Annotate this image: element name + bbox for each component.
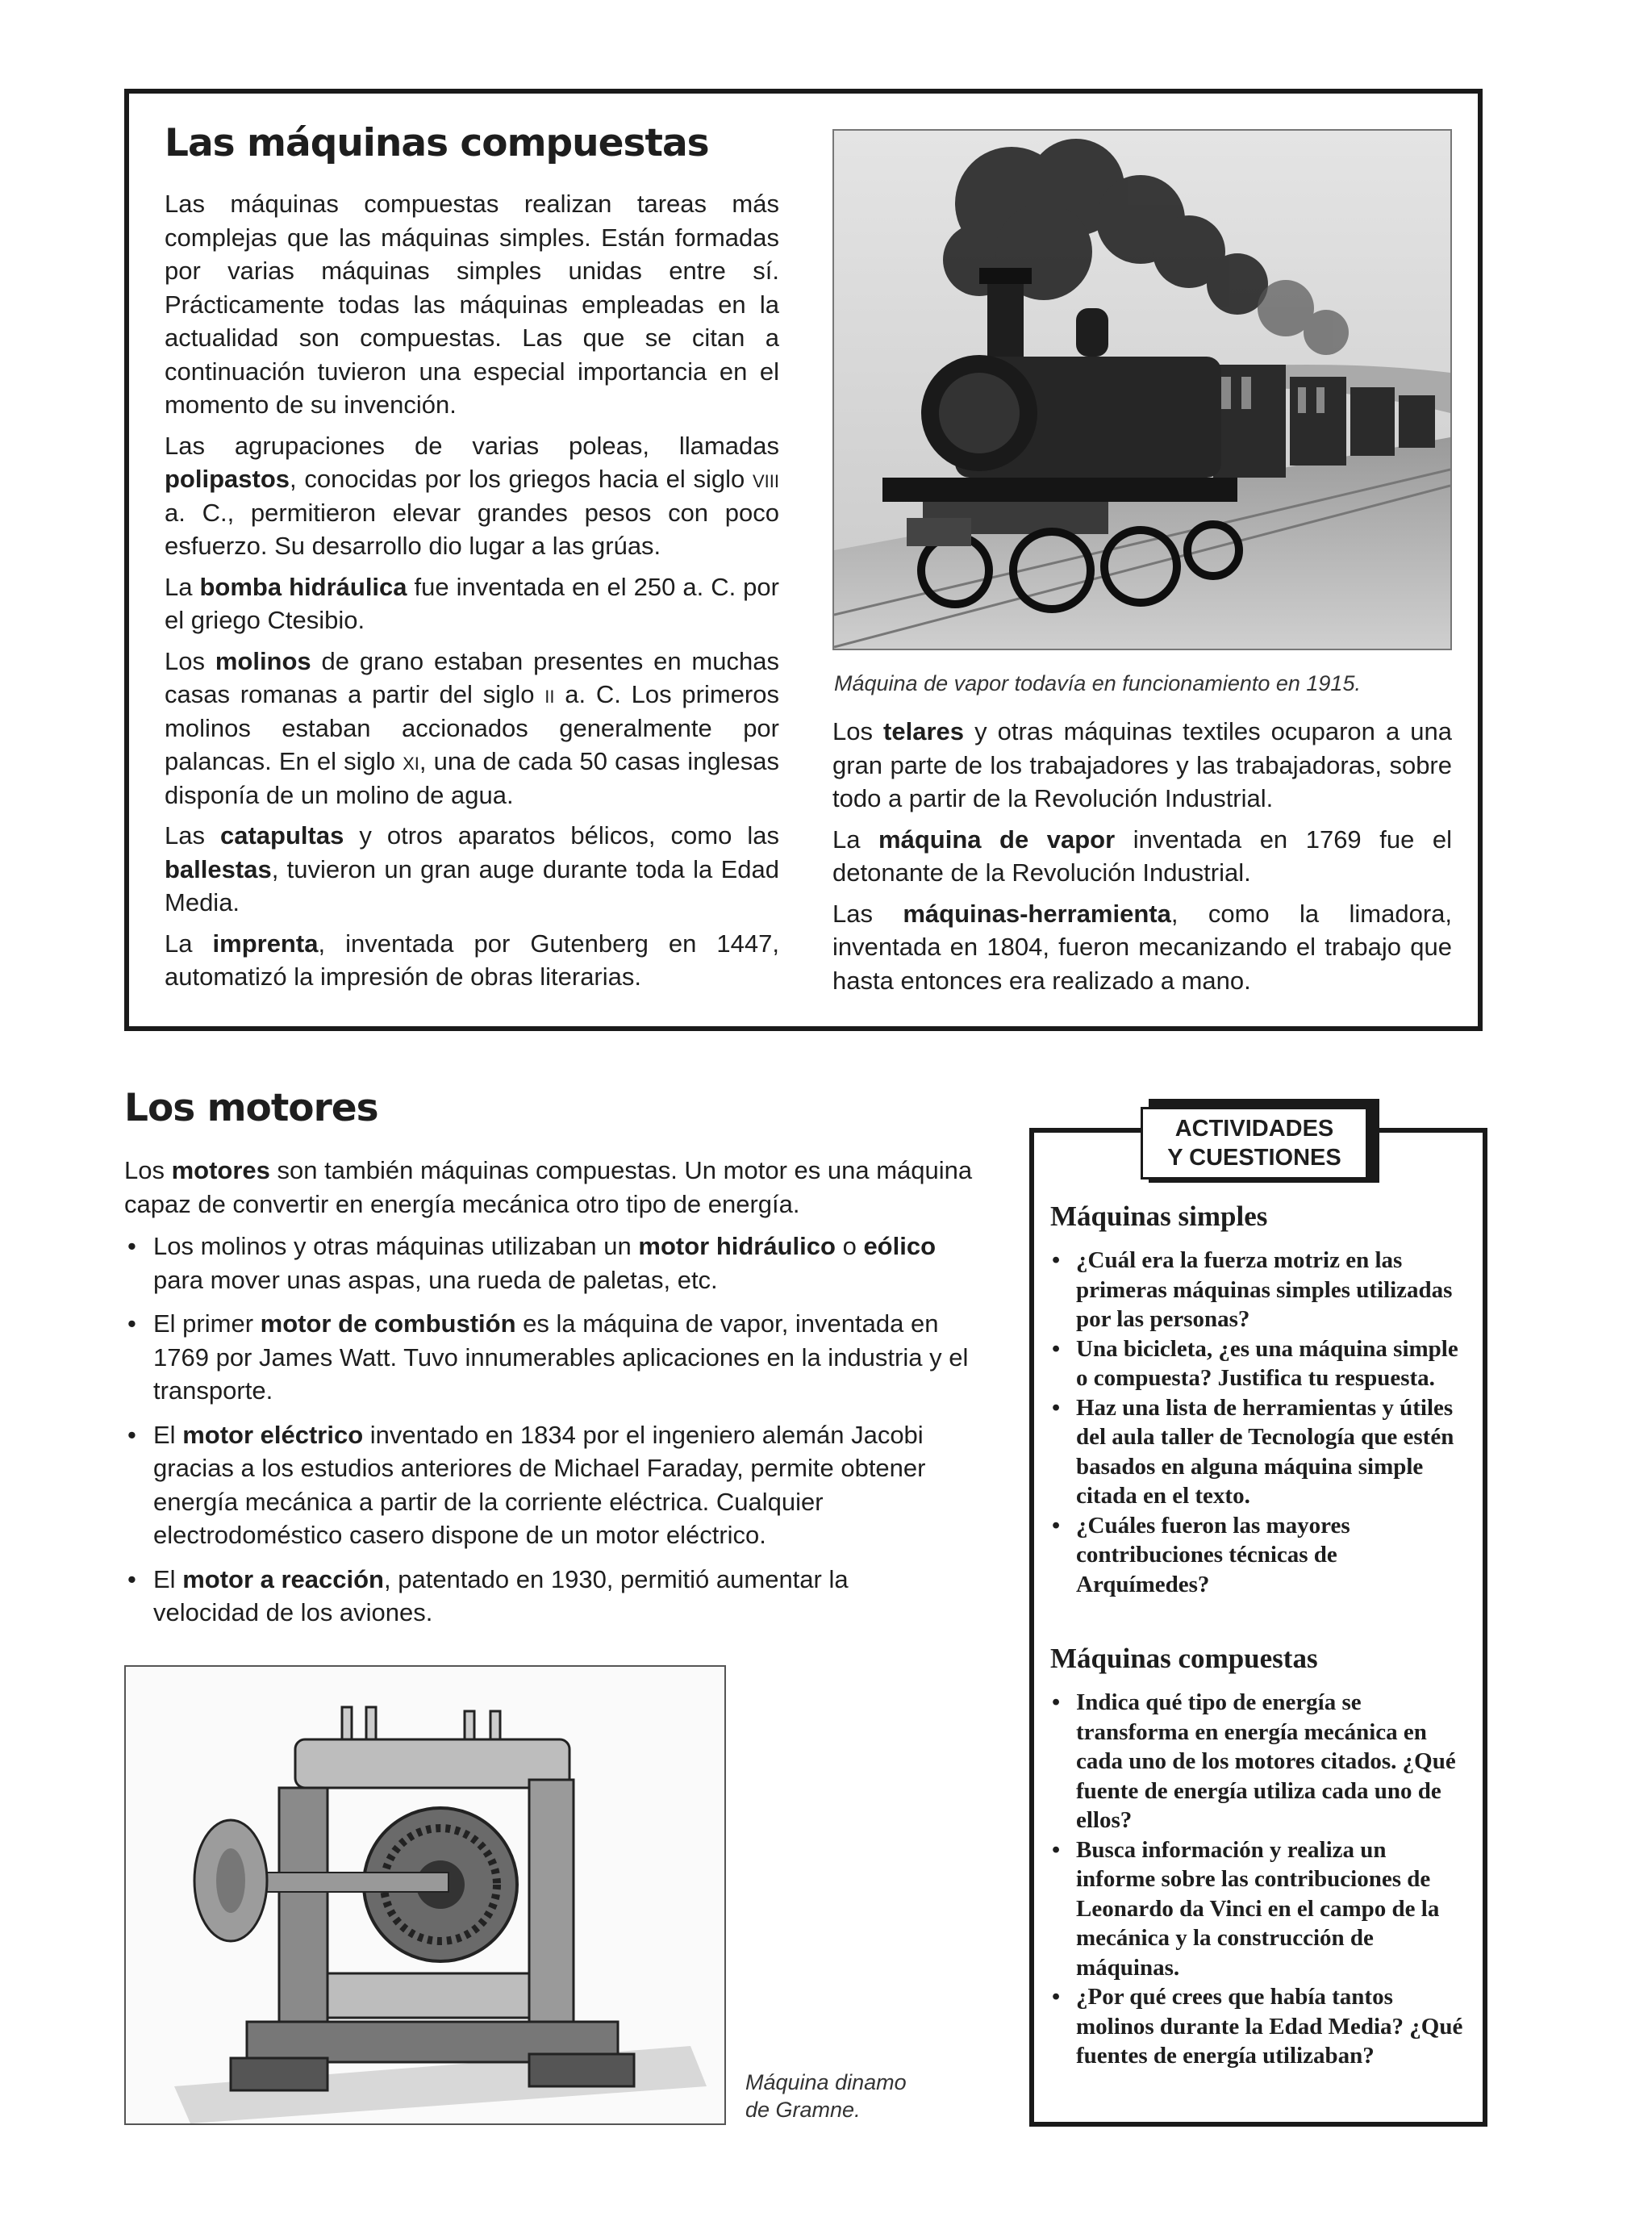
list-item-text: El primer motor de combustión es la máquina de vapor, inventada en 1769 por James Watt. Tuvo innumerables aplicaciones en la industria y el transporte. bbox=[153, 1309, 969, 1405]
bullet-icon: • bbox=[127, 1564, 136, 1593]
question-text: ¿Por qué crees que había tantos molinos durante la Edad Media? ¿Qué fuentes de energía utilizaban? bbox=[1076, 1984, 1463, 2069]
list-item bbox=[124, 1563, 903, 1630]
bullet-icon: • bbox=[1052, 1836, 1061, 1863]
tab-line: Y CUESTIONES bbox=[1167, 1145, 1341, 1171]
question-item bbox=[1050, 1511, 1470, 1600]
question-text: Indica qué tipo de energía se transforma en energía mecánica en cada uno de los motores citados. ¿Qué fuente de energía utiliza cada uno de ellos? bbox=[1076, 1689, 1456, 1833]
question-text: Busca información y realiza un informe sobre las contribuciones de Leonardo da Vinci en el campo de la mecánica y la construcción de máquinas. bbox=[1076, 1836, 1440, 1981]
question-text: Haz una lista de herramientas y útiles del aula taller de Tecnología que estén basados en alguna máquina simple citada en el texto. bbox=[1076, 1394, 1454, 1509]
activities-tab-label bbox=[1141, 1107, 1368, 1180]
bullet-icon: • bbox=[127, 1420, 136, 1449]
compound-machines-right-column bbox=[832, 715, 1452, 1004]
section-title-compound-machines: Las máquinas compuestas bbox=[165, 121, 709, 165]
bullet-icon: • bbox=[1052, 1394, 1061, 1421]
bullet-icon: • bbox=[1052, 1984, 1061, 2010]
paragraph: Las agrupaciones de varias poleas, llamadas polipastos, conocidas por los griegos hacia el siglo viii a. C., permitieron elevar grandes pesos con poco esfuerzo. Su desarrollo dio lugar a las grúas. bbox=[165, 431, 779, 560]
bullet-icon: • bbox=[127, 1309, 136, 1338]
paragraph: Los molinos de grano estaban presentes en muchas casas romanas a partir del siglo ii a. C. Los primeros molinos estaban accionados generalmente por palancas. En el siglo xi, una de cada 50 casas inglesas disponía de un molino de agua. bbox=[165, 646, 779, 809]
paragraph: Las máquinas-herramienta, como la limadora, inventada en 1804, fueron mecanizando el trabajo que hasta entonces era realizado a mano. bbox=[832, 899, 1452, 995]
question-item bbox=[1050, 1835, 1470, 1983]
activities-heading-simple-machines: Máquinas simples bbox=[1050, 1200, 1268, 1232]
paragraph: Los telares y otras máquinas textiles ocuparon a una gran parte de los trabajadores y las trabajadoras, sobre todo a partir de la Revolución Industrial. bbox=[832, 717, 1452, 812]
list-item-text: El motor eléctrico inventado en 1834 por el ingeniero alemán Jacobi gracias a los estudios anteriores de Michael Faraday, permite obtener energía mecánica a partir de la corriente eléctrica. Cualquier electrodoméstico casero dispone de un motor eléctrico. bbox=[153, 1420, 926, 1549]
section-title-motors: Los motores bbox=[124, 1086, 378, 1130]
bullet-icon: • bbox=[1052, 1689, 1061, 1715]
activities-heading-compound-machines: Máquinas compuestas bbox=[1050, 1643, 1318, 1674]
paragraph: La máquina de vapor inventada en 1769 fue el detonante de la Revolución Industrial. bbox=[832, 825, 1452, 887]
question-item bbox=[1050, 1246, 1470, 1334]
bullet-icon: • bbox=[1052, 1512, 1061, 1539]
bullet-icon: • bbox=[1052, 1247, 1061, 1273]
motors-list bbox=[124, 1230, 979, 1640]
list-item bbox=[124, 1230, 979, 1296]
question-item bbox=[1050, 1982, 1470, 2071]
list-item bbox=[124, 1307, 979, 1408]
activities-list-simple bbox=[1050, 1246, 1470, 1599]
question-item bbox=[1050, 1393, 1470, 1511]
question-text: ¿Cuáles fueron las mayores contribuciones técnicas de Arquímedes? bbox=[1076, 1512, 1350, 1597]
bullet-icon: • bbox=[1052, 1335, 1061, 1362]
paragraph: La bomba hidráulica fue inventada en el 250 a. C. por el griego Ctesibio. bbox=[165, 572, 779, 634]
question-text: Una bicicleta, ¿es una máquina simple o compuesta? Justifica tu respuesta. bbox=[1076, 1335, 1458, 1391]
photo-caption-steam-locomotive: Máquina de vapor todavía en funcionamiento en 1915. bbox=[834, 671, 1361, 695]
paragraph: Las catapultas y otros aparatos bélicos, como las ballestas, tuvieron un gran auge durante toda la Edad Media. bbox=[165, 821, 779, 916]
compound-machines-left-column bbox=[165, 187, 779, 1001]
photo-caption-dynamo bbox=[745, 2069, 907, 2123]
question-item bbox=[1050, 1334, 1470, 1393]
question-text: ¿Cuál era la fuerza motriz en las primeras máquinas simples utilizadas por las personas? bbox=[1076, 1247, 1453, 1332]
bullet-icon: • bbox=[127, 1232, 136, 1260]
paragraph: Las máquinas compuestas realizan tareas más complejas que las máquinas simples. Están formadas por varias máquinas simples unidas entre sí. Prácticamente todas las máquinas empleadas en la actualidad son compuestas. Las que se citan a continuación tuvieron una especial importancia en el momento de su invención. bbox=[165, 190, 779, 419]
question-item bbox=[1050, 1688, 1470, 1835]
activities-list-compound bbox=[1050, 1688, 1470, 2071]
motors-intro-paragraph: Los motores son también máquinas compuestas. Un motor es una máquina capaz de convertir en energía mecánica otro tipo de energía. bbox=[124, 1156, 973, 1218]
steam-locomotive-photo bbox=[832, 129, 1452, 650]
list-item-text: El motor a reacción, patentado en 1930, permitió aumentar la velocidad de los aviones. bbox=[153, 1564, 849, 1626]
gramme-dynamo-engraving bbox=[124, 1665, 726, 2125]
list-item bbox=[124, 1418, 979, 1552]
list-item-text: Los molinos y otras máquinas utilizaban un motor hidráulico o eólico para mover unas aspas, una rueda de paletas, etc. bbox=[153, 1232, 937, 1294]
paragraph: La imprenta, inventada por Gutenberg en 1447, automatizó la impresión de obras literarias. bbox=[165, 929, 779, 991]
tab-line: ACTIVIDADES bbox=[1174, 1116, 1334, 1142]
caption-line: Máquina dinamo bbox=[745, 2070, 907, 2094]
caption-line: de Gramne. bbox=[745, 2098, 861, 2122]
